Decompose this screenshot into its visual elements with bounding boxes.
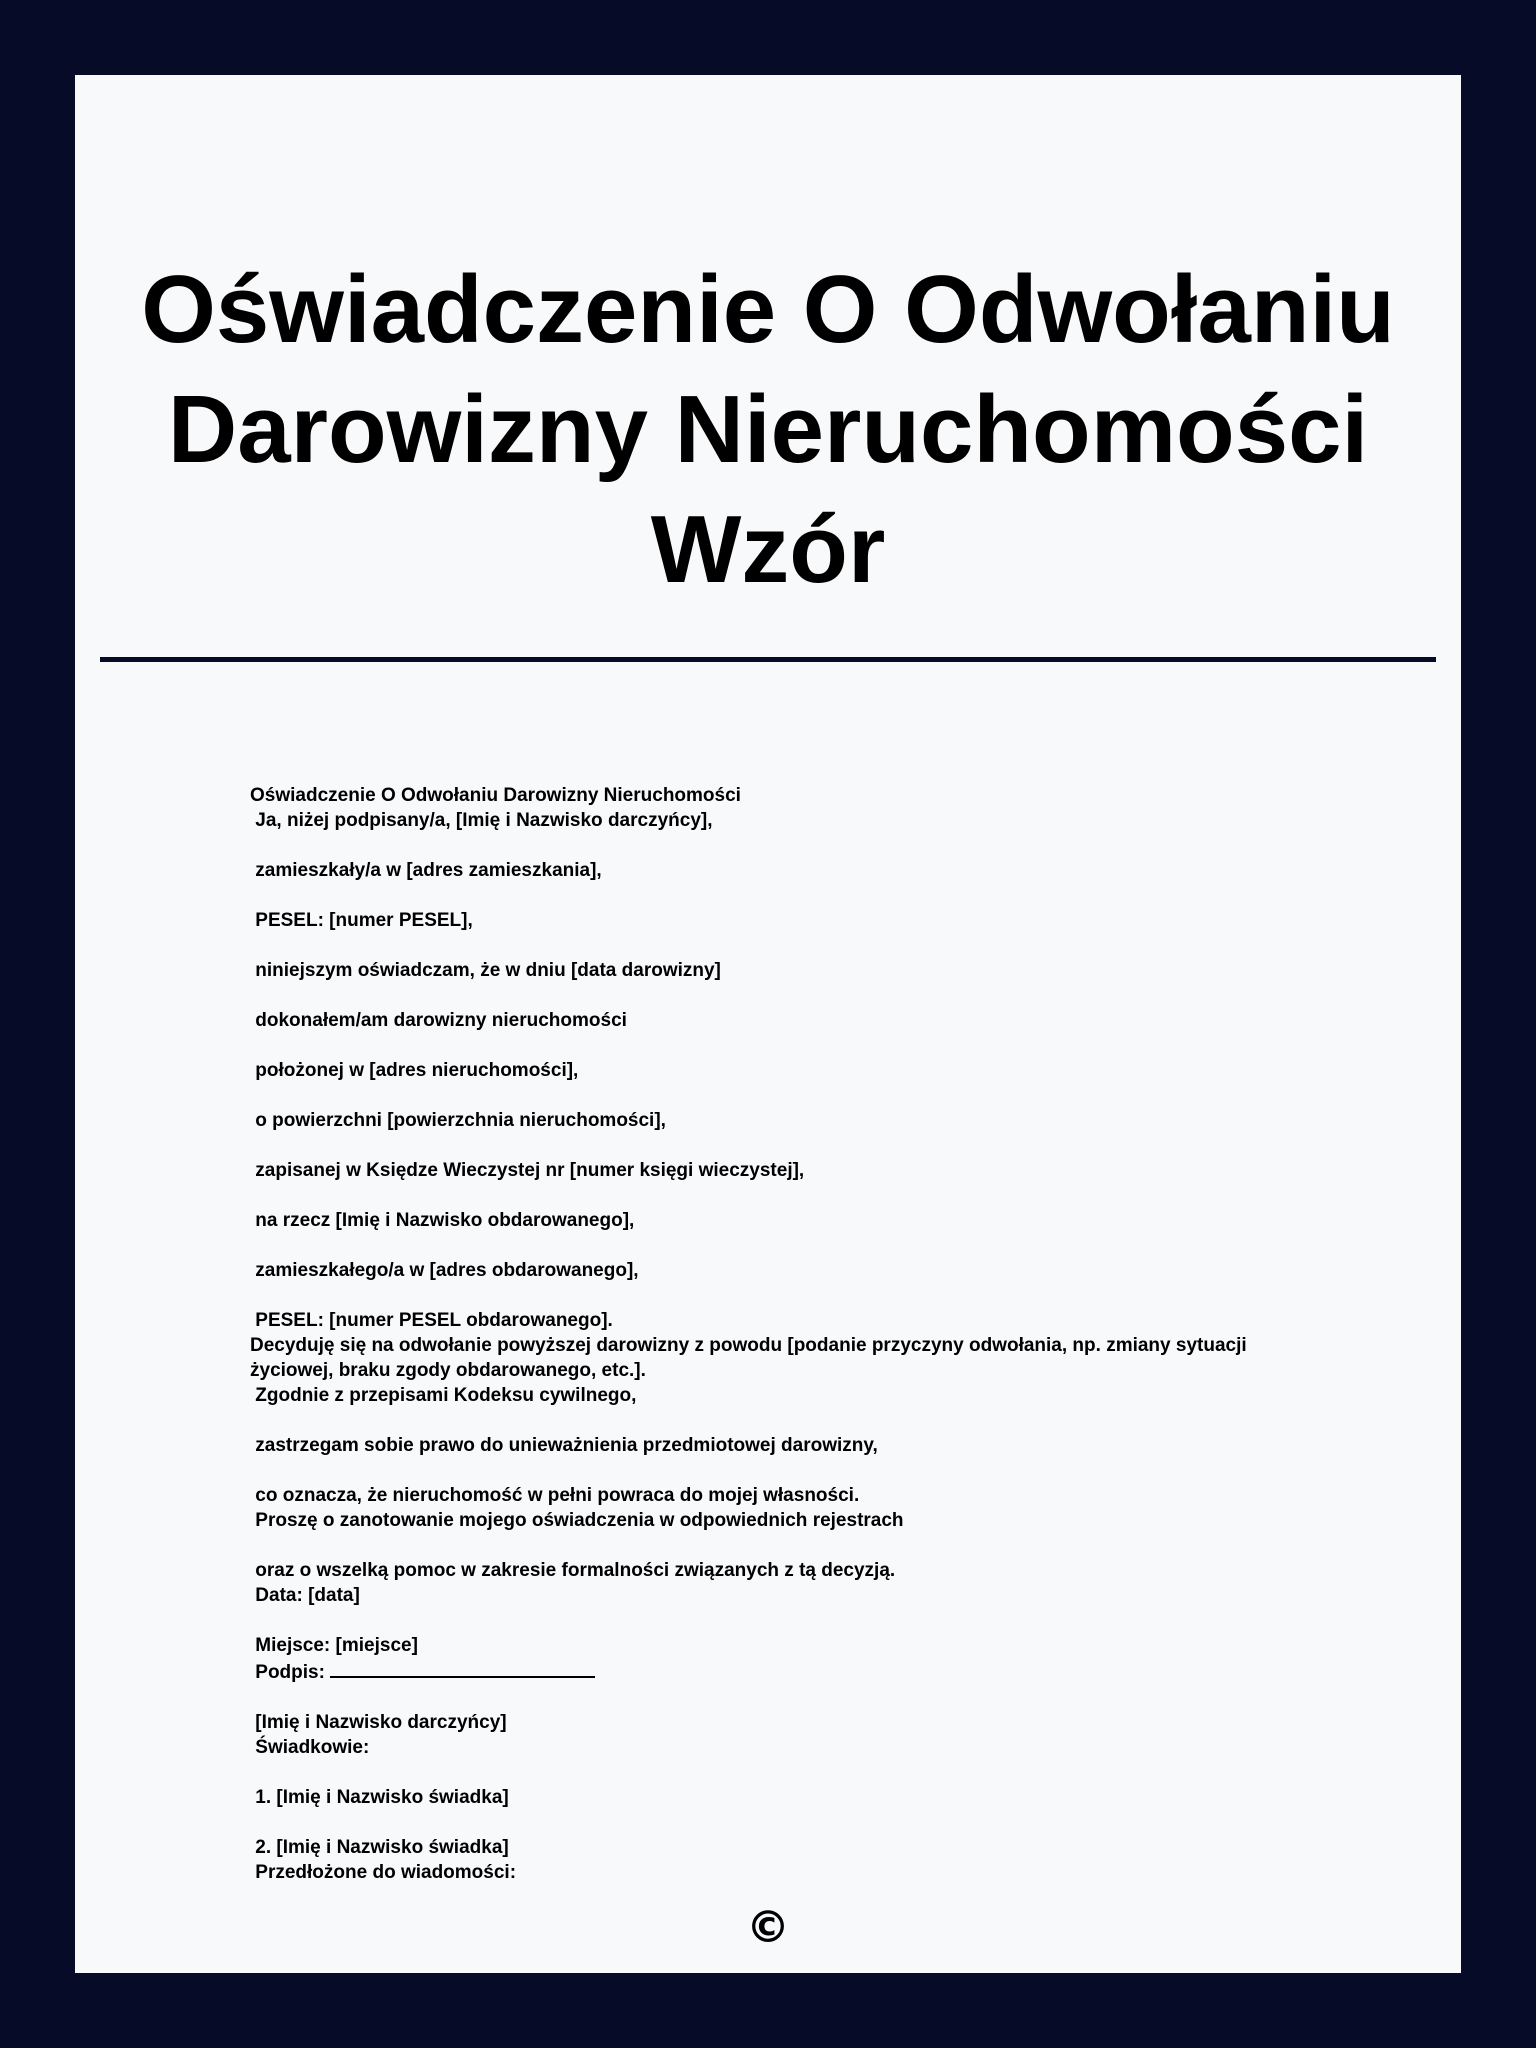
document-title: Oświadczenie O Odwołaniu Darowizny Nieruchomości Wzór — [141, 256, 1395, 603]
signature-label: Podpis: — [250, 1662, 331, 1683]
title-divider — [100, 657, 1436, 662]
declarant-paragraph: Ja, niżej podpisany/a, [Imię i Nazwisko darczyńcy], zamieszkały/a w [adres zamieszkania], PESEL: [numer PESEL], niniejszym oświadczam, że w dniu [data darowizny] dokonałem/am darowizny nieruchomości położonej w [adres nieruchomości], o powierzchni [powierzchnia nieruchomości], zapisanej w Księdze Wieczystej nr [numer księgi wieczystej], na rzecz [Imię i Nazwisko obdarowanego], zamieszkałego/a w [adres obdarowanego], PESEL: [numer PESEL obdarowanego]. — [255, 810, 805, 1331]
legal-basis-paragraph: Zgodnie z przepisami Kodeksu cywilnego, zastrzegam sobie prawo do unieważnienia przedmiotowej darowizny, co oznacza, że nieruchomość w pełni powraca do mojej własności. — [255, 1385, 878, 1506]
registry-request-paragraph: Proszę o zanotowanie mojego oświadczenia w odpowiednich rejestrach oraz o wszelką pomoc w zakresie formalności związanych z tą decyzją. — [255, 1510, 904, 1581]
document-body — [250, 783, 1330, 1885]
revocation-reason-paragraph: Decyduję się na odwołanie powyższej darowizny z powodu [podanie przyczyny odwołania, np. zmiany sytuacji życiowej, braku zgody obdarowanego, etc.]. — [250, 1335, 1252, 1381]
copyright-icon: © — [746, 1902, 790, 1953]
submitted-to-paragraph: Przedłożone do wiadomości: — [250, 1862, 517, 1883]
date-place-paragraph: Data: [data] Miejsce: [miejsce] — [255, 1585, 418, 1656]
signature-line — [330, 1658, 595, 1678]
body-heading: Oświadczenie O Odwołaniu Darowizny Nieruchomości — [250, 785, 741, 806]
donor-name-paragraph: [Imię i Nazwisko darczyńcy] — [255, 1712, 507, 1733]
witnesses-paragraph: Świadkowie: 1. [Imię i Nazwisko świadka] 2. [Imię i Nazwisko świadka] — [255, 1737, 509, 1858]
document-page — [75, 75, 1461, 1973]
